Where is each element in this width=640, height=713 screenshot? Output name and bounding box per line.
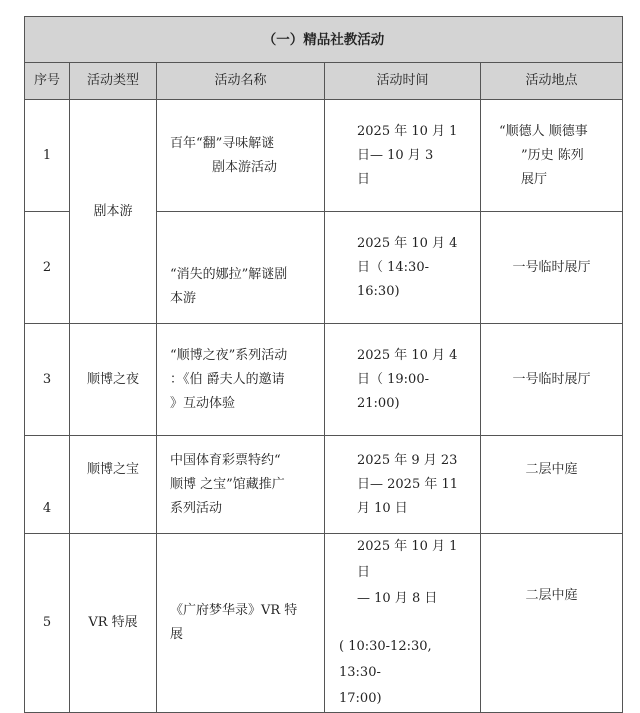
activity-name-line: 展 xyxy=(170,627,184,642)
activity-time-line: — 10 月 8 日 xyxy=(357,591,438,606)
activity-time-line: 日— 10 月 3 xyxy=(357,147,434,163)
activity-time-line: 21:00) xyxy=(357,395,400,411)
activity-time-line: 日（ 19:00- xyxy=(357,371,429,387)
header-name: 活动名称 xyxy=(157,63,325,100)
row-number: 3 xyxy=(25,324,70,436)
row-number: 1 xyxy=(25,100,70,212)
activity-name-line: 顺博 之宝”馆藏推广 xyxy=(170,476,285,492)
activity-name xyxy=(157,436,325,534)
header-time: 活动时间 xyxy=(325,63,481,100)
activity-name-line: ：《伯 爵夫人的邀请 xyxy=(170,371,285,387)
activity-time xyxy=(325,534,481,713)
activity-time-line xyxy=(339,612,472,634)
activity-time-line: ( 10:30-12:30, 13:30- xyxy=(339,639,432,680)
activity-time-line: 16:30) xyxy=(357,283,400,299)
activities-table xyxy=(24,16,623,713)
activity-name-line: “消失的娜拉”解谜剧 xyxy=(170,267,288,282)
section-title: （一）精品社教活动 xyxy=(25,17,623,63)
activity-place: 一号临时展厅 xyxy=(481,324,623,436)
activity-place: 二层中庭 xyxy=(481,534,623,713)
activity-place-line: “顺德人 顺德事 xyxy=(499,123,588,139)
table-row xyxy=(25,436,623,534)
activity-place-line: 展厅 xyxy=(521,171,548,187)
activity-type: 顺博之宝 xyxy=(70,436,157,534)
activity-place: 二层中庭 xyxy=(481,436,623,534)
activity-name xyxy=(157,324,325,436)
activity-time-line: 2025 年 10 月 4 xyxy=(357,235,458,251)
activity-name-line: 中国体育彩票特约“ xyxy=(170,452,281,468)
row-number: 4 xyxy=(25,436,70,534)
activity-time-line: 17:00) xyxy=(339,691,382,706)
activity-name xyxy=(157,100,325,212)
table-row xyxy=(25,534,623,713)
activity-time xyxy=(325,100,481,212)
activity-name-line: “顺博之夜”系列活动 xyxy=(170,347,288,363)
header-place: 活动地点 xyxy=(481,63,623,100)
activity-time-line: 2025 年 9 月 23 xyxy=(357,452,458,468)
activity-time xyxy=(325,324,481,436)
activity-name-line: 》互动体验 xyxy=(170,395,236,411)
activity-time-line: 2025 年 10 月 1 xyxy=(357,123,458,139)
activity-name-line: 剧本游活动 xyxy=(212,159,278,175)
activity-time-line: 月 10 日 xyxy=(357,500,408,516)
activity-name xyxy=(157,212,325,324)
header-no: 序号 xyxy=(25,63,70,100)
activity-type: VR 特展 xyxy=(70,534,157,713)
activity-time-line: 日— 2025 年 11 xyxy=(357,476,459,492)
activity-name-line: 本游 xyxy=(170,291,197,306)
activity-type: 顺博之夜 xyxy=(70,324,157,436)
activity-time-line: 2025 年 10 月 1 日 xyxy=(357,539,458,580)
table-row xyxy=(25,324,623,436)
row-number: 5 xyxy=(25,534,70,713)
header-row xyxy=(25,63,623,100)
activity-name-line: 《广府梦华录》VR 特 xyxy=(170,603,298,618)
activity-name-line: 系列活动 xyxy=(170,500,223,516)
activity-time-line: 2025 年 10 月 4 xyxy=(357,347,458,363)
header-type: 活动类型 xyxy=(70,63,157,100)
activity-time-line: 日 xyxy=(357,171,371,187)
activity-place-line: ”历史 陈列 xyxy=(521,147,584,163)
activity-time-line: 日（ 14:30- xyxy=(357,259,429,275)
row-number: 2 xyxy=(25,212,70,324)
activity-place: 一号临时展厅 xyxy=(481,212,623,324)
activity-name-line: 百年“翻”寻味解谜 xyxy=(170,135,275,151)
activity-time xyxy=(325,436,481,534)
activity-type: 剧本游 xyxy=(70,100,157,324)
activity-time xyxy=(325,212,481,324)
activity-place xyxy=(481,100,623,212)
activity-name xyxy=(157,534,325,713)
table-row xyxy=(25,100,623,212)
